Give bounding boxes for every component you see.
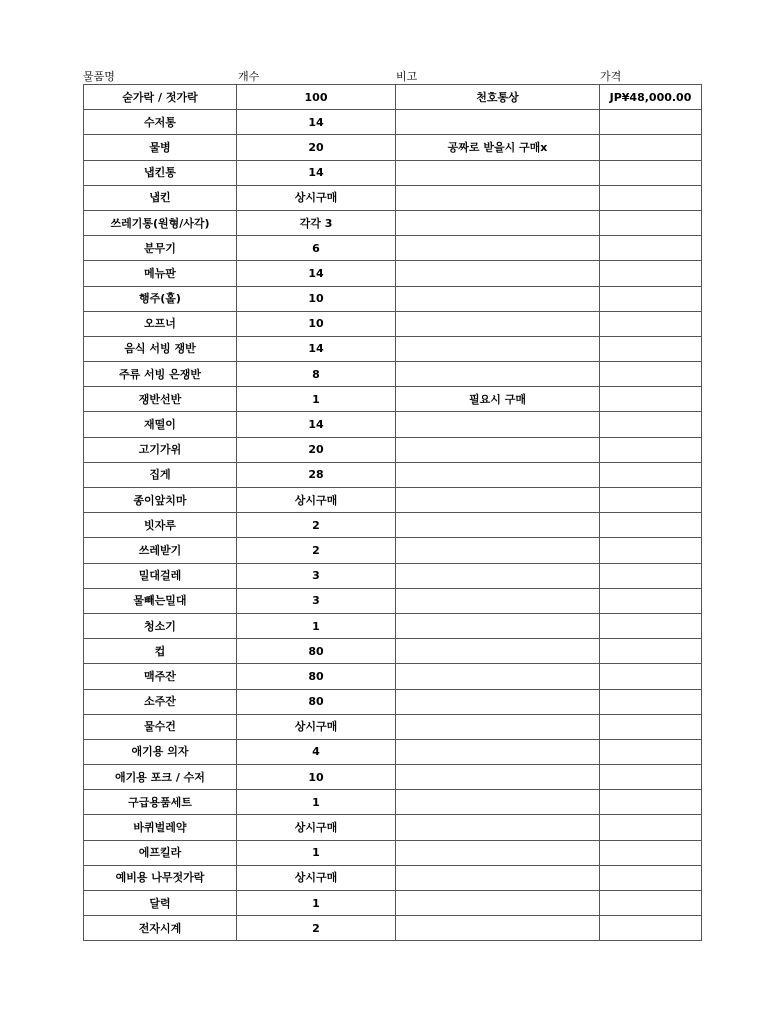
cell-quantity: 80	[237, 664, 396, 689]
cell-note	[396, 790, 600, 815]
cell-price	[600, 689, 702, 714]
cell-item-name: 달력	[84, 891, 237, 916]
cell-item-name: 에프킬라	[84, 840, 237, 865]
cell-note	[396, 664, 600, 689]
cell-note	[396, 891, 600, 916]
table-row	[84, 563, 702, 588]
cell-note: 필요시 구매	[396, 387, 600, 412]
table-row	[84, 437, 702, 462]
cell-note	[396, 362, 600, 387]
cell-note	[396, 714, 600, 739]
cell-quantity: 1	[237, 790, 396, 815]
table-row	[84, 714, 702, 739]
cell-item-name: 고기가위	[84, 437, 237, 462]
table-row	[84, 160, 702, 185]
table-row	[84, 488, 702, 513]
cell-quantity: 상시구매	[237, 865, 396, 890]
cell-item-name: 쓰레기통(원형/사각)	[84, 210, 237, 235]
cell-item-name: 물수건	[84, 714, 237, 739]
inventory-rows	[84, 85, 702, 941]
cell-price	[600, 336, 702, 361]
cell-note	[396, 160, 600, 185]
cell-item-name: 메뉴판	[84, 261, 237, 286]
table-row	[84, 865, 702, 890]
cell-quantity: 80	[237, 689, 396, 714]
cell-quantity: 28	[237, 462, 396, 487]
cell-price	[600, 236, 702, 261]
table-row	[84, 916, 702, 941]
cell-quantity: 80	[237, 639, 396, 664]
cell-item-name: 집게	[84, 462, 237, 487]
table-row	[84, 765, 702, 790]
cell-price	[600, 462, 702, 487]
cell-item-name: 컵	[84, 639, 237, 664]
cell-note	[396, 538, 600, 563]
cell-price	[600, 412, 702, 437]
cell-price	[600, 865, 702, 890]
table-row	[84, 135, 702, 160]
table-row	[84, 613, 702, 638]
cell-quantity: 3	[237, 588, 396, 613]
cell-note	[396, 185, 600, 210]
cell-price	[600, 210, 702, 235]
cell-note	[396, 286, 600, 311]
cell-quantity: 4	[237, 739, 396, 764]
cell-item-name: 맥주잔	[84, 664, 237, 689]
cell-item-name: 쓰레받기	[84, 538, 237, 563]
cell-note	[396, 437, 600, 462]
cell-price	[600, 815, 702, 840]
cell-item-name: 밀대걸레	[84, 563, 237, 588]
cell-item-name: 냅킨통	[84, 160, 237, 185]
table-row	[84, 840, 702, 865]
table-row	[84, 739, 702, 764]
cell-note	[396, 689, 600, 714]
table-row	[84, 236, 702, 261]
cell-quantity: 20	[237, 437, 396, 462]
cell-price	[600, 135, 702, 160]
cell-note	[396, 815, 600, 840]
cell-item-name: 음식 서빙 쟁반	[84, 336, 237, 361]
cell-note	[396, 639, 600, 664]
table-row	[84, 513, 702, 538]
cell-quantity: 8	[237, 362, 396, 387]
cell-quantity: 2	[237, 513, 396, 538]
cell-item-name: 물병	[84, 135, 237, 160]
cell-price	[600, 488, 702, 513]
cell-price	[600, 613, 702, 638]
table-row	[84, 286, 702, 311]
cell-quantity: 10	[237, 286, 396, 311]
cell-price	[600, 286, 702, 311]
cell-quantity: 3	[237, 563, 396, 588]
column-headers	[83, 68, 701, 84]
cell-note	[396, 513, 600, 538]
cell-item-name: 애기용 의자	[84, 739, 237, 764]
cell-quantity: 10	[237, 765, 396, 790]
cell-item-name: 냅킨	[84, 185, 237, 210]
cell-item-name: 청소기	[84, 613, 237, 638]
cell-item-name: 수저통	[84, 110, 237, 135]
cell-note: 천호통상	[396, 85, 600, 110]
table-row	[84, 85, 702, 110]
table-row	[84, 639, 702, 664]
cell-note	[396, 412, 600, 437]
cell-quantity: 2	[237, 538, 396, 563]
cell-note	[396, 840, 600, 865]
header-quantity: 개수	[238, 70, 260, 83]
cell-note	[396, 236, 600, 261]
cell-quantity: 6	[237, 236, 396, 261]
cell-price	[600, 437, 702, 462]
cell-item-name: 숟가락 / 젓가락	[84, 85, 237, 110]
cell-price	[600, 160, 702, 185]
cell-price	[600, 916, 702, 941]
cell-price	[600, 588, 702, 613]
table-row	[84, 689, 702, 714]
cell-price	[600, 765, 702, 790]
cell-price	[600, 840, 702, 865]
cell-item-name: 예비용 나무젓가락	[84, 865, 237, 890]
cell-price	[600, 739, 702, 764]
header-price: 가격	[600, 70, 622, 83]
cell-item-name: 바퀴벌레약	[84, 815, 237, 840]
table-row	[84, 538, 702, 563]
cell-price: JP¥48,000.00	[600, 85, 702, 110]
cell-item-name: 주류 서빙 은쟁반	[84, 362, 237, 387]
cell-quantity: 14	[237, 160, 396, 185]
cell-price	[600, 790, 702, 815]
cell-note	[396, 488, 600, 513]
cell-note	[396, 336, 600, 361]
cell-quantity: 14	[237, 336, 396, 361]
cell-item-name: 행주(홀)	[84, 286, 237, 311]
cell-price	[600, 538, 702, 563]
table-row	[84, 462, 702, 487]
cell-price	[600, 891, 702, 916]
table-row	[84, 336, 702, 361]
cell-price	[600, 639, 702, 664]
cell-quantity: 상시구매	[237, 714, 396, 739]
table-row	[84, 588, 702, 613]
cell-note	[396, 613, 600, 638]
cell-price	[600, 387, 702, 412]
cell-note	[396, 916, 600, 941]
cell-note	[396, 311, 600, 336]
cell-quantity: 20	[237, 135, 396, 160]
cell-quantity: 1	[237, 613, 396, 638]
table-row	[84, 185, 702, 210]
cell-quantity: 상시구매	[237, 488, 396, 513]
cell-item-name: 오프너	[84, 311, 237, 336]
cell-price	[600, 563, 702, 588]
table-row	[84, 790, 702, 815]
table-row	[84, 815, 702, 840]
cell-price	[600, 311, 702, 336]
cell-note	[396, 563, 600, 588]
cell-quantity: 각각 3	[237, 210, 396, 235]
cell-note	[396, 588, 600, 613]
cell-note: 공짜로 받을시 구매x	[396, 135, 600, 160]
table-row	[84, 412, 702, 437]
table-row	[84, 110, 702, 135]
cell-quantity: 2	[237, 916, 396, 941]
cell-item-name: 분무기	[84, 236, 237, 261]
cell-quantity: 14	[237, 412, 396, 437]
table-row	[84, 387, 702, 412]
cell-price	[600, 513, 702, 538]
inventory-table	[83, 84, 702, 941]
cell-item-name: 전자시계	[84, 916, 237, 941]
cell-quantity: 1	[237, 891, 396, 916]
cell-price	[600, 261, 702, 286]
cell-item-name: 애기용 포크 / 수저	[84, 765, 237, 790]
cell-quantity: 100	[237, 85, 396, 110]
table-row	[84, 891, 702, 916]
cell-note	[396, 462, 600, 487]
cell-quantity: 1	[237, 840, 396, 865]
cell-note	[396, 765, 600, 790]
cell-quantity: 14	[237, 261, 396, 286]
cell-note	[396, 210, 600, 235]
cell-note	[396, 261, 600, 286]
cell-price	[600, 362, 702, 387]
cell-quantity: 14	[237, 110, 396, 135]
cell-quantity: 10	[237, 311, 396, 336]
cell-item-name: 구급용품세트	[84, 790, 237, 815]
cell-note	[396, 739, 600, 764]
cell-quantity: 상시구매	[237, 185, 396, 210]
header-note: 비고	[396, 70, 418, 83]
cell-price	[600, 664, 702, 689]
cell-note	[396, 110, 600, 135]
table-row	[84, 664, 702, 689]
cell-price	[600, 185, 702, 210]
cell-item-name: 재떨이	[84, 412, 237, 437]
cell-price	[600, 110, 702, 135]
cell-note	[396, 865, 600, 890]
cell-quantity: 상시구매	[237, 815, 396, 840]
cell-price	[600, 714, 702, 739]
table-row	[84, 311, 702, 336]
cell-item-name: 소주잔	[84, 689, 237, 714]
cell-item-name: 쟁반선반	[84, 387, 237, 412]
cell-quantity: 1	[237, 387, 396, 412]
cell-item-name: 빗자루	[84, 513, 237, 538]
table-row	[84, 261, 702, 286]
table-row	[84, 210, 702, 235]
header-item-name: 물품명	[83, 70, 115, 83]
cell-item-name: 물빼는밀대	[84, 588, 237, 613]
cell-item-name: 종이앞치마	[84, 488, 237, 513]
table-row	[84, 362, 702, 387]
